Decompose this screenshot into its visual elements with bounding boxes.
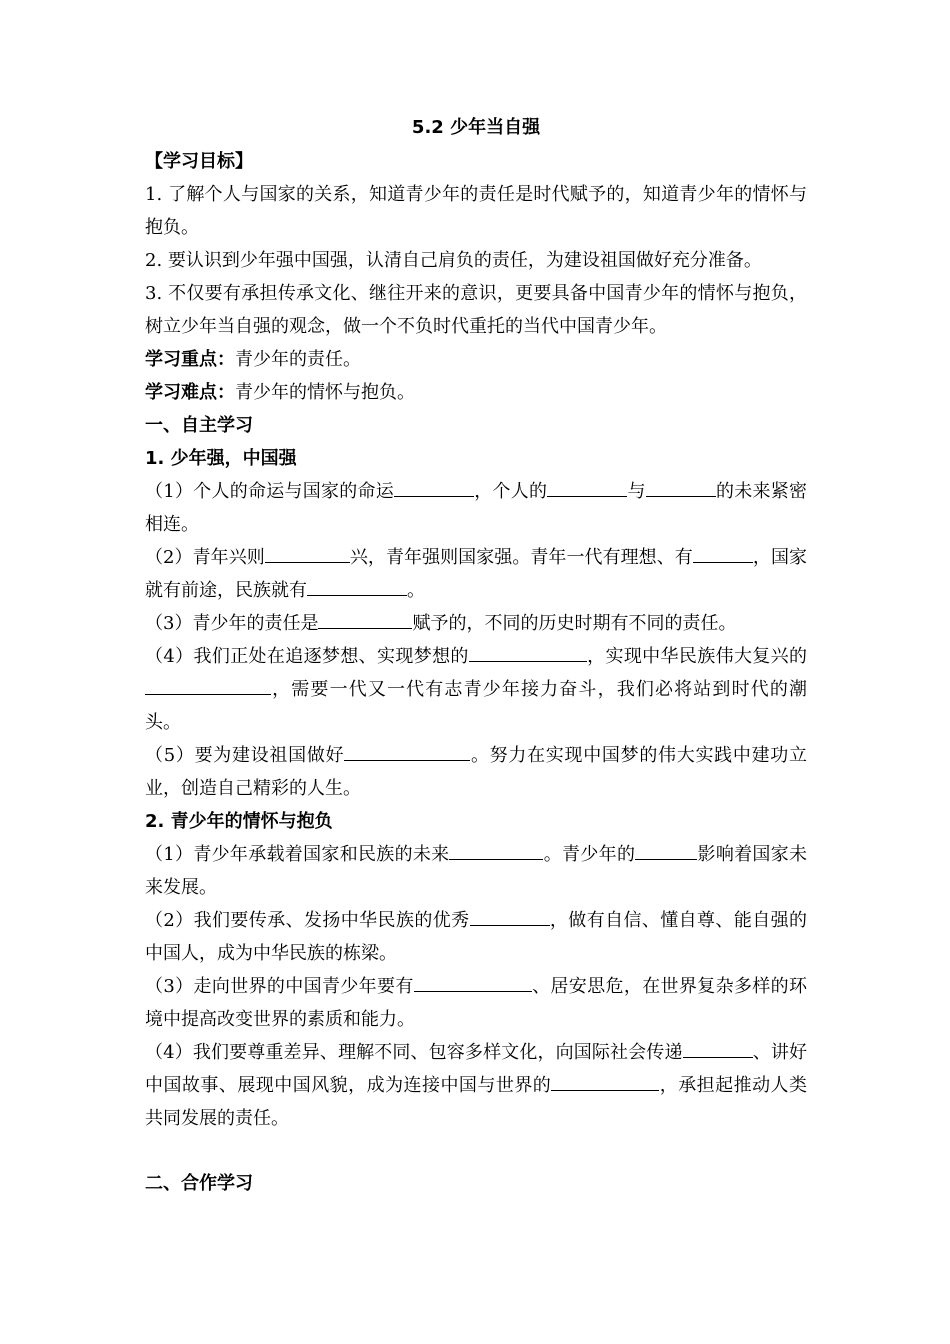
page-title: 5.2 少年当自强 (411, 117, 541, 138)
fill-blank[interactable] (394, 478, 474, 497)
sub2-heading: 2. 青少年的情怀与抱负 (145, 811, 333, 832)
fill-blank[interactable] (693, 544, 753, 563)
goals-heading: 【学习目标】 (145, 151, 253, 172)
question-text: （2）我们要传承、发扬中华民族的优秀 (145, 910, 470, 931)
key-point-label: 学习重点： (145, 349, 235, 370)
sub1-heading: 1. 少年强，中国强 (145, 448, 297, 469)
question-text: 的未来紧密相连。 (145, 481, 808, 535)
question-text: ，需要一代又一代有志青少年接力奋斗，我们必将站到时代的潮头。 (145, 679, 807, 733)
sub1-question-1 (145, 475, 807, 541)
fill-blank[interactable] (414, 973, 532, 992)
section1-heading: 一、自主学习 (145, 415, 253, 436)
fill-blank[interactable] (551, 1072, 659, 1091)
sub2-question-3 (145, 970, 807, 1036)
sub1-question-2 (145, 541, 807, 607)
question-text: 影响着国家未来发展。 (145, 844, 808, 898)
goal-item: 2. 要认识到少年强中国强，认清自己肩负的责任，为建设祖国做好充分准备。 (145, 250, 762, 271)
fill-blank[interactable] (145, 676, 271, 695)
question-text: 、居安思危，在世界复杂多样的环境中提高改变世界的素质和能力。 (145, 976, 808, 1030)
goal-item: 1. 了解个人与国家的关系，知道青少年的责任是时代赋予的，知道青少年的情怀与抱负。 (145, 184, 807, 238)
question-text: （5）要为建设祖国做好 (145, 745, 345, 766)
question-text: ，承担起推动人类共同发展的责任。 (145, 1075, 807, 1129)
fill-blank[interactable] (265, 544, 350, 563)
sub1-question-3 (145, 607, 807, 640)
fill-blank[interactable] (344, 742, 470, 761)
fill-blank[interactable] (318, 610, 412, 629)
question-text: 赋予的，不同的历史时期有不同的责任。 (412, 613, 737, 634)
sub2-question-2 (145, 904, 807, 970)
sub2-question-1 (145, 838, 807, 904)
goal-item: 3. 不仅要有承担传承文化、继往开来的意识，更要具备中国青少年的情怀与抱负，树立少年当自强的观念，做一个不负时代重托的当代中国青少年。 (145, 283, 807, 337)
section2-heading: 二、合作学习 (145, 1173, 253, 1194)
question-text: 。 (407, 580, 425, 601)
sub2-question-4 (145, 1036, 807, 1135)
question-text: （3）青少年的责任是 (145, 613, 319, 634)
sub1-question-4 (145, 640, 807, 739)
question-text: ，实现中华民族伟大复兴的 (586, 646, 807, 667)
difficult-point-text: 青少年的情怀与抱负。 (235, 382, 415, 403)
key-point (145, 343, 807, 376)
document-content (145, 111, 807, 1200)
fill-blank[interactable] (635, 841, 697, 860)
fill-blank[interactable] (469, 643, 587, 662)
question-text: 兴，青年强则国家强。青年一代有理想、有 (349, 547, 693, 568)
fill-blank[interactable] (683, 1039, 753, 1058)
fill-blank[interactable] (646, 478, 716, 497)
question-text: ，个人的 (473, 481, 548, 502)
question-text: （4）我们正处在追逐梦想、实现梦想的 (145, 646, 469, 667)
fill-blank[interactable] (307, 577, 407, 596)
fill-blank[interactable] (547, 478, 627, 497)
question-text: 。努力在实现中国梦的伟大实践中建功立业，创造自己精彩的人生。 (145, 745, 808, 799)
difficult-point (145, 376, 807, 409)
difficult-point-label: 学习难点： (145, 382, 235, 403)
question-text: （2）青年兴则 (145, 547, 265, 568)
question-text: （4）我们要尊重差异、理解不同、包容多样文化，向国际社会传递 (145, 1042, 683, 1063)
question-text: 与 (627, 481, 646, 502)
question-text: ，国家就有前途，民族就有 (145, 547, 807, 601)
spacer (145, 1135, 807, 1167)
question-text: （1）个人的命运与国家的命运 (145, 481, 394, 502)
key-point-text: 青少年的责任。 (235, 349, 361, 370)
fill-blank[interactable] (470, 907, 550, 926)
sub1-question-5 (145, 739, 807, 805)
question-text: ，做有自信、懂自尊、能自强的中国人，成为中华民族的栋梁。 (145, 910, 808, 964)
question-text: 。青少年的 (543, 844, 636, 865)
question-text: （1）青少年承载着国家和民族的未来 (145, 844, 450, 865)
fill-blank[interactable] (449, 841, 543, 860)
question-text: （3）走向世界的中国青少年要有 (145, 976, 414, 997)
question-text: 、讲好中国故事、展现中国风貌，成为连接中国与世界的 (145, 1042, 808, 1096)
